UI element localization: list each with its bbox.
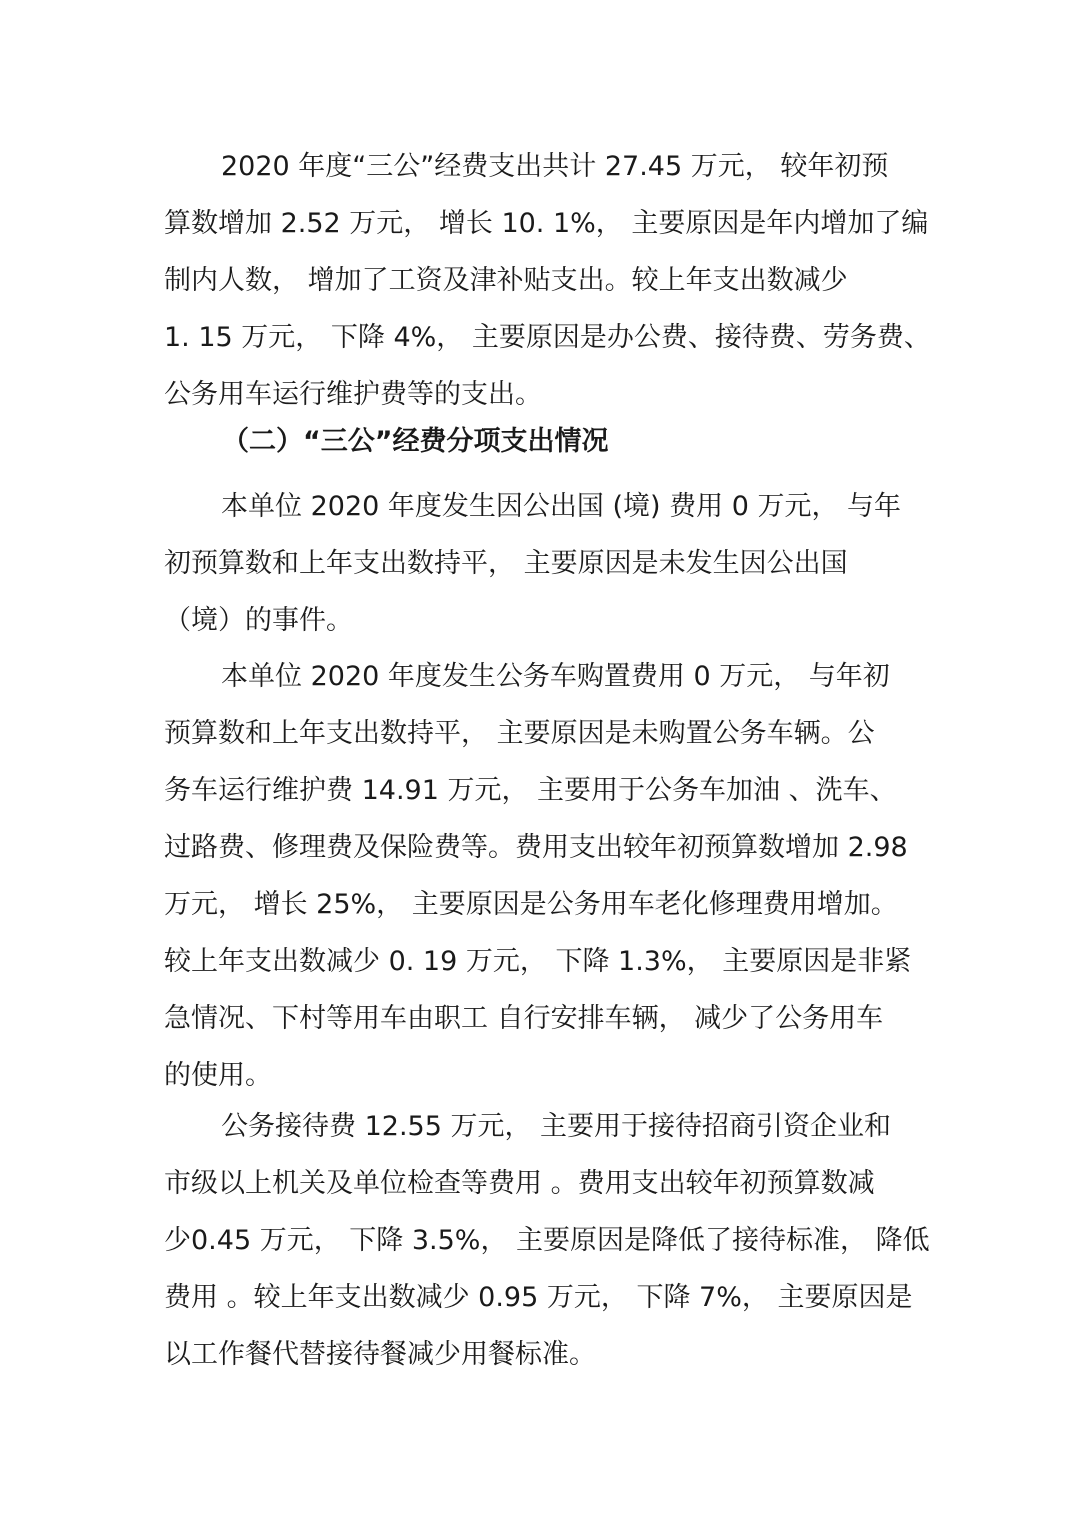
text-line: 1. 15 万元， 下降 4%， 主要原因是办公费、接待费、劳务费、 <box>164 322 931 353</box>
text-line: 预算数和上年支出数持平， 主要原因是未购置公务车辆。公 <box>164 718 875 749</box>
text-line: 万元， 增长 25%， 主要原因是公务用车老化修理费用增加。 <box>164 889 898 920</box>
heading-text: （二）“三公”经费分项支出情况 <box>222 426 609 457</box>
text-line: 本单位 2020 年度发生因公出国 (境) 费用 0 万元， 与年 <box>221 491 902 522</box>
text-line: （境）的事件。 <box>164 605 353 636</box>
text-line: 费用 。较上年支出数减少 0.95 万元， 下降 7%， 主要原因是 <box>164 1282 913 1313</box>
text-line: 初预算数和上年支出数持平， 主要原因是未发生因公出国 <box>164 548 848 579</box>
text-line: 算数增加 2.52 万元， 增长 10. 1%， 主要原因是年内增加了编 <box>164 208 929 239</box>
text-line: 本单位 2020 年度发生公务车购置费用 0 万元， 与年初 <box>221 661 890 692</box>
text-line: 制内人数， 增加了工资及津补贴支出。较上年支出数减少 <box>164 265 848 296</box>
text-line: 务车运行维护费 14.91 万元， 主要用于公务车加油 、洗车、 <box>164 775 897 806</box>
text-line: 以工作餐代替接待餐减少用餐标准。 <box>164 1339 596 1370</box>
text-line: 市级以上机关及单位检查等费用 。费用支出较年初预算数减 <box>164 1168 875 1199</box>
text-line: 2020 年度“三公”经费支出共计 27.45 万元， 较年初预 <box>221 151 889 182</box>
text-line: 急情况、下村等用车由职工 自行安排车辆， 减少了公务用车 <box>164 1003 884 1034</box>
text-line: 公务接待费 12.55 万元， 主要用于接待招商引资企业和 <box>221 1111 892 1142</box>
section-heading <box>222 413 922 470</box>
paragraph-vehicle-expenses <box>164 648 924 1104</box>
text-line: 少0.45 万元， 下降 3.5%， 主要原因是降低了接待标准， 降低 <box>164 1225 930 1256</box>
text-line: 较上年支出数减少 0. 19 万元， 下降 1.3%， 主要原因是非紧 <box>164 946 912 977</box>
text-line: 的使用。 <box>164 1060 272 1091</box>
text-line: 过路费、修理费及保险费等。费用支出较年初预算数增加 2.98 <box>164 832 908 863</box>
text-line: 公务用车运行维护费等的支出。 <box>164 379 542 410</box>
paragraph-total-spending <box>164 138 931 423</box>
paragraph-overseas-travel <box>164 478 924 649</box>
paragraph-reception-expenses <box>164 1098 930 1383</box>
